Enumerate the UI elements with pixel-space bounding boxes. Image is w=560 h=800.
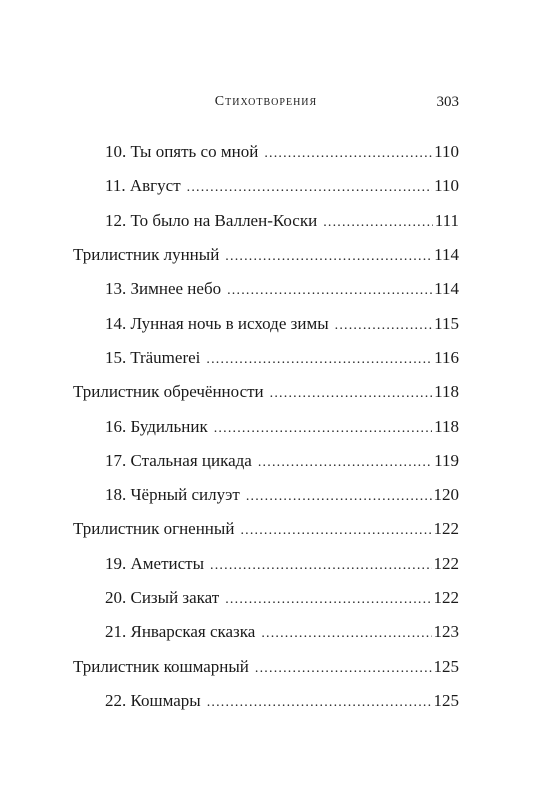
dot-leader: [214, 418, 432, 440]
toc-entry-poem: [73, 409, 459, 443]
toc-entry-page: 114: [434, 245, 459, 265]
dot-leader: [207, 692, 432, 714]
running-head: [73, 92, 459, 112]
toc-entry-poem: [73, 204, 459, 238]
toc-entry-page: 116: [434, 347, 459, 367]
dot-leader: [246, 486, 432, 508]
dot-leader: [258, 452, 432, 474]
dot-leader: [206, 349, 432, 371]
toc-entry-title: 13. Зимнее небо: [105, 279, 222, 299]
dot-leader: [225, 246, 432, 268]
toc-entry-page: 125: [433, 656, 459, 676]
toc-entry-section: [73, 238, 459, 272]
toc-entry-page: 115: [434, 313, 459, 333]
toc-entry-page: 120: [433, 485, 459, 505]
table-of-contents: [73, 135, 459, 718]
toc-entry-section: [73, 649, 459, 683]
running-title: Стихотворения: [214, 94, 318, 109]
toc-entry-title: 14. Лунная ночь в исходе зимы: [105, 313, 329, 333]
toc-entry-title: 19. Аметисты: [105, 553, 205, 573]
toc-entry-title: 22. Кошмары: [105, 690, 201, 710]
toc-entry-poem: [73, 615, 459, 649]
toc-entry-page: 118: [434, 416, 459, 436]
toc-entry-page: 110: [434, 142, 459, 162]
toc-entry-title: 11. Август: [105, 176, 181, 196]
page-number: 303: [436, 94, 459, 110]
dot-leader: [270, 383, 432, 405]
toc-entry-title: 21. Январская сказка: [105, 622, 256, 642]
toc-entry-poem: [73, 306, 459, 340]
dot-leader: [210, 555, 431, 577]
toc-entry-poem: [73, 478, 459, 512]
toc-entry-page: 122: [433, 553, 459, 573]
toc-entry-title: 18. Чёрный силуэт: [105, 485, 240, 505]
toc-entry-poem: [73, 135, 459, 169]
toc-entry-title: 17. Стальная цикада: [105, 450, 252, 470]
toc-entry-page: 110: [434, 176, 459, 196]
toc-entry-title: Трилистник кошмарный: [73, 656, 249, 676]
toc-entry-page: 122: [433, 519, 459, 539]
toc-entry-section: [73, 512, 459, 546]
toc-entry-page: 111: [434, 210, 459, 230]
toc-entry-poem: [73, 341, 459, 375]
toc-entry-title: Трилистник огненный: [73, 519, 235, 539]
toc-entry-poem: [73, 444, 459, 478]
dot-leader: [240, 520, 431, 542]
toc-entry-page: 118: [434, 382, 459, 402]
toc-entry-title: 20. Сизый закат: [105, 588, 220, 607]
toc-entry-section: [73, 375, 459, 409]
toc-entry-poem: [73, 547, 459, 581]
dot-leader: [187, 177, 433, 199]
toc-entry-page: 119: [434, 450, 459, 470]
toc-entry-page: 122: [433, 588, 459, 607]
toc-entry-page: 125: [433, 690, 459, 710]
toc-entry-title: 16. Будильник: [105, 416, 208, 436]
toc-entry-page: 114: [434, 279, 459, 299]
toc-entry-poem: [73, 581, 459, 615]
toc-entry-title: Трилистник обречённости: [73, 382, 264, 402]
dot-leader: [255, 658, 432, 680]
dot-leader: [264, 143, 432, 165]
toc-entry-title: 12. То было на Валлен-Коски: [105, 210, 318, 230]
toc-entry-title: Трилистник лунный: [73, 245, 220, 265]
toc-entry-poem: [73, 169, 459, 203]
toc-entry-poem: [73, 684, 459, 718]
toc-entry-title: 15. Träumerei: [105, 347, 201, 367]
dot-leader: [225, 589, 431, 611]
dot-leader: [261, 623, 431, 645]
dot-leader: [227, 280, 432, 302]
toc-entry-title: 10. Ты опять со мной: [105, 142, 259, 162]
dot-leader: [335, 315, 433, 337]
toc-entry-poem: [73, 272, 459, 306]
dot-leader: [323, 212, 433, 234]
toc-entry-page: 123: [433, 622, 459, 642]
